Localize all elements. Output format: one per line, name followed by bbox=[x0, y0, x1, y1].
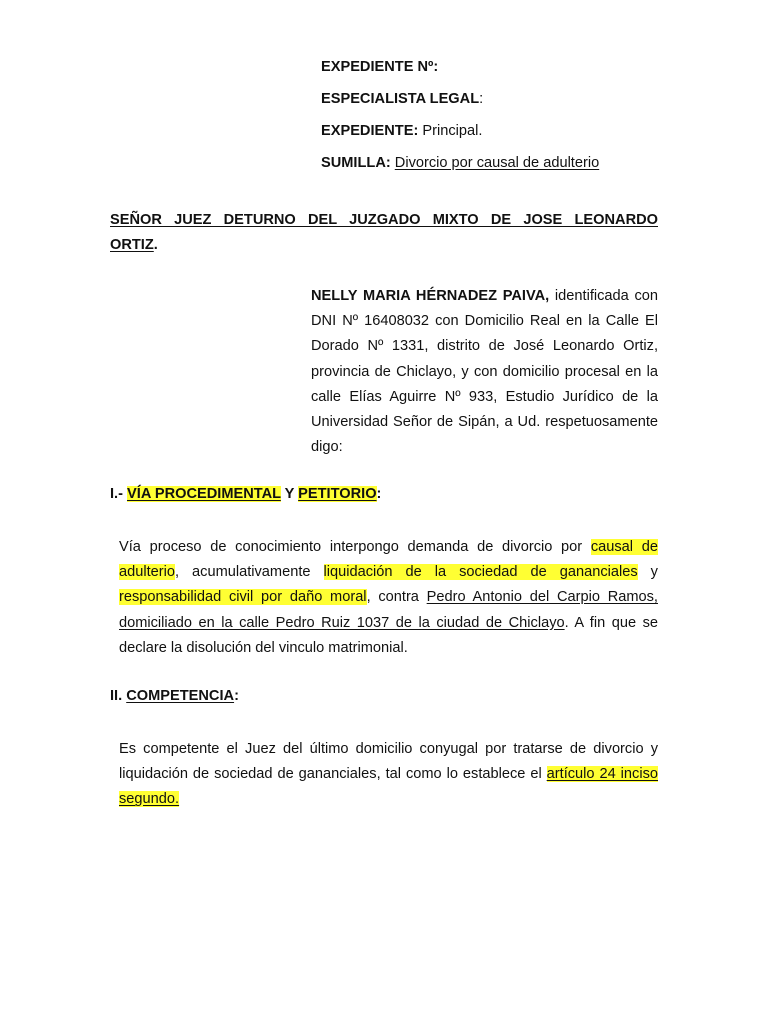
section1-text1: Vía proceso de conocimiento interpongo demanda de divorcio por bbox=[119, 539, 591, 555]
section1-petitorio: PETITORIO bbox=[298, 486, 377, 502]
expediente-number-line bbox=[321, 56, 661, 88]
expediente-label: EXPEDIENTE: bbox=[321, 123, 419, 139]
section1-text5: . A fin que se declare la disolución del vinculo matrimonial. bbox=[119, 614, 658, 656]
sumilla-value: Divorcio por causal de adulterio bbox=[394, 155, 600, 171]
section2-colon: : bbox=[234, 688, 239, 704]
section1-text3: y bbox=[637, 564, 658, 581]
addressee bbox=[110, 208, 658, 258]
intro-paragraph bbox=[311, 284, 658, 460]
section2-text1: Es competente el Juez del último domicilio conyugal por tratarse de divorcio y liquidación de sociedad de gananciales, tal como lo establece el bbox=[119, 741, 658, 783]
section1-body bbox=[119, 535, 658, 661]
sumilla-line bbox=[321, 152, 661, 184]
section1-highlight-liquidacion: liquidación de la sociedad de gananciales bbox=[323, 564, 638, 581]
expediente-line bbox=[321, 120, 661, 152]
sumilla-label: SUMILLA: bbox=[321, 155, 391, 171]
section2-body bbox=[119, 737, 658, 813]
addressee-line2: ORTIZ bbox=[110, 237, 154, 253]
section1-via: VÍA PROCEDIMENTAL bbox=[127, 486, 281, 502]
section2-prefix: II. bbox=[110, 688, 127, 704]
section1-highlight-causal: causal de adulterio bbox=[119, 539, 658, 581]
section1-text2: , acumulativamente bbox=[174, 564, 324, 581]
addressee-line1: SEÑOR JUEZ DETURNO DEL JUZGADO MIXTO DE JOSE LEONARDO bbox=[110, 212, 658, 228]
especialista-line bbox=[321, 88, 661, 120]
expediente-number-label: EXPEDIENTE Nº: bbox=[321, 59, 439, 75]
section1-title bbox=[110, 486, 381, 502]
case-header bbox=[321, 56, 661, 184]
section2-heading: COMPETENCIA bbox=[126, 688, 235, 704]
section1-text4: , contra bbox=[366, 589, 427, 606]
intro-text: identificada con DNI Nº 16408032 con Domicilio Real en la Calle El Dorado Nº 1331, distrito de José Leonardo Ortiz, provincia de Chiclayo, y con domicilio procesal en la calle Elías Aguirre Nº 933, Estudio Jurídico de la Universidad Señor de Sipán, a Ud. respetuosamente digo: bbox=[311, 288, 658, 456]
expediente-value: Principal. bbox=[418, 123, 483, 139]
especialista-label: ESPECIALISTA LEGAL bbox=[321, 91, 480, 107]
especialista-colon: : bbox=[479, 91, 484, 107]
section1-defendant: Pedro Antonio del Carpio Ramos, domiciliado en la calle Pedro Ruiz 1037 de la ciudad de Chiclayo bbox=[119, 589, 658, 631]
section1-highlight-responsabilidad: responsabilidad civil por daño moral bbox=[119, 589, 367, 606]
section2-highlight-articulo: artículo 24 inciso segundo. bbox=[119, 766, 658, 808]
addressee-line2-end: . bbox=[153, 237, 158, 253]
claimant-name: NELLY MARIA HÉRNADEZ PAIVA, bbox=[311, 288, 550, 304]
section1-and: Y bbox=[280, 486, 299, 502]
section1-prefix: I.- bbox=[110, 486, 128, 502]
section1-colon: : bbox=[376, 486, 382, 502]
section2-title bbox=[110, 688, 239, 704]
